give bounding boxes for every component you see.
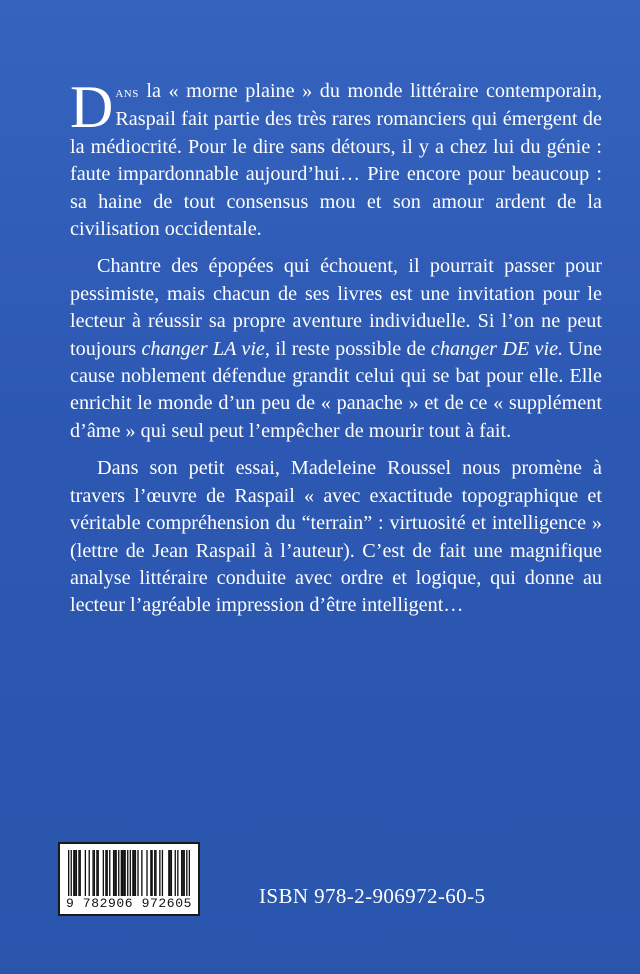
barcode-bar xyxy=(189,850,190,896)
barcode-bar xyxy=(175,850,176,896)
barcode-bar xyxy=(151,850,152,896)
barcode-bar xyxy=(123,850,124,896)
barcode-bar xyxy=(94,850,95,896)
barcode-bar xyxy=(130,850,131,896)
italic-phrase-1: changer LA vie, xyxy=(141,337,270,360)
barcode xyxy=(58,842,200,916)
blurb-paragraph-3 xyxy=(70,455,602,619)
barcode-bar xyxy=(159,850,160,896)
barcode-bar xyxy=(177,850,178,896)
barcode-bar xyxy=(109,850,110,896)
barcode-bar xyxy=(181,850,182,896)
barcode-bar xyxy=(146,850,147,896)
blurb-text xyxy=(70,74,603,630)
barcode-bar xyxy=(113,850,114,896)
barcode-bars xyxy=(68,850,190,896)
barcode-bar xyxy=(125,850,126,896)
barcode-bar xyxy=(74,850,75,896)
barcode-bar xyxy=(116,850,117,896)
barcode-bar xyxy=(171,850,172,896)
barcode-bar xyxy=(184,850,185,896)
blurb-paragraph-2 xyxy=(70,253,602,445)
barcode-bar xyxy=(186,850,187,896)
barcode-bar xyxy=(103,850,104,896)
barcode-digits: 9 782906 972605 xyxy=(65,896,193,911)
barcode-bar xyxy=(118,850,119,896)
paragraph-2-text-c: Une cause noblement défendue grandit celui qui se bat pour elle. Elle enrichit le monde d’un peu de « panache » et de ce « supplément d’âme » qui seul peut l’empêcher de mourir tout à fait. xyxy=(70,337,603,442)
barcode-bar xyxy=(122,850,123,896)
barcode-bar xyxy=(85,850,86,896)
barcode-bar xyxy=(182,850,183,896)
blurb-paragraph-1 xyxy=(70,74,602,243)
barcode-bar xyxy=(121,850,122,896)
paragraph-2-text-b: il reste possible de xyxy=(269,337,431,360)
barcode-bar xyxy=(89,850,90,896)
barcode-bar xyxy=(71,850,72,896)
barcode-bar xyxy=(73,850,74,896)
barcode-bar xyxy=(133,850,134,896)
paragraph-2-text-a: Chantre des épopées qui échouent, il pourrait passer pour pessimiste, mais chacun de ses livres est une invitation pour le lecteur à réussir sa propre aventure individuelle. Si l’on ne peut toujours xyxy=(70,255,602,360)
barcode-bar xyxy=(92,850,93,896)
barcode-bar xyxy=(127,850,128,896)
barcode-bar xyxy=(68,850,69,896)
isbn-number: ISBN 978-2-906972-60-5 xyxy=(259,884,486,908)
barcode-bar xyxy=(137,850,138,896)
barcode-bar xyxy=(114,850,115,896)
barcode-bar xyxy=(107,850,108,896)
italic-phrase-2: changer DE vie. xyxy=(430,337,564,360)
barcode-bar xyxy=(80,850,81,896)
drop-cap: D xyxy=(70,74,114,140)
barcode-bar xyxy=(105,850,106,896)
barcode-bar xyxy=(162,850,163,896)
barcode-bar xyxy=(168,850,169,896)
barcode-bar xyxy=(154,850,155,896)
barcode-bar xyxy=(169,850,170,896)
paragraph-1-text: la « morne plaine » du monde littéraire contemporain, Raspail fait partie des très rares romanciers qui émergent de la médiocrité. Pour le dire sans détours, il y a chez lui du génie : faute impardonnable aujourd’hui… Pire encore pour beaucoup : sa haine de tout consensus mou et son amour ardent de la civilisation occidentale. xyxy=(70,80,602,241)
paragraph-3-text: Dans son petit essai, Madeleine Roussel nous promène à travers l’œuvre de Raspail « avec exactitude topographique et véritable compréhension du “terrain” : virtuosité et intelligence » (lettre de Jean Raspail à l’auteur). C’est de fait une magnifique analyse littéraire conduite avec ordre et logique, qui donne au lecteur l’agréable impression d’être intelligent… xyxy=(70,457,602,617)
barcode-bar xyxy=(141,850,142,896)
barcode-bar xyxy=(132,850,133,896)
lead-small-caps: ans xyxy=(115,84,139,101)
barcode-bar xyxy=(150,850,151,896)
barcode-bar xyxy=(98,850,99,896)
barcode-bar xyxy=(155,850,156,896)
barcode-bar xyxy=(76,850,77,896)
barcode-bar xyxy=(78,850,79,896)
barcode-bar xyxy=(96,850,97,896)
barcode-bar xyxy=(135,850,136,896)
